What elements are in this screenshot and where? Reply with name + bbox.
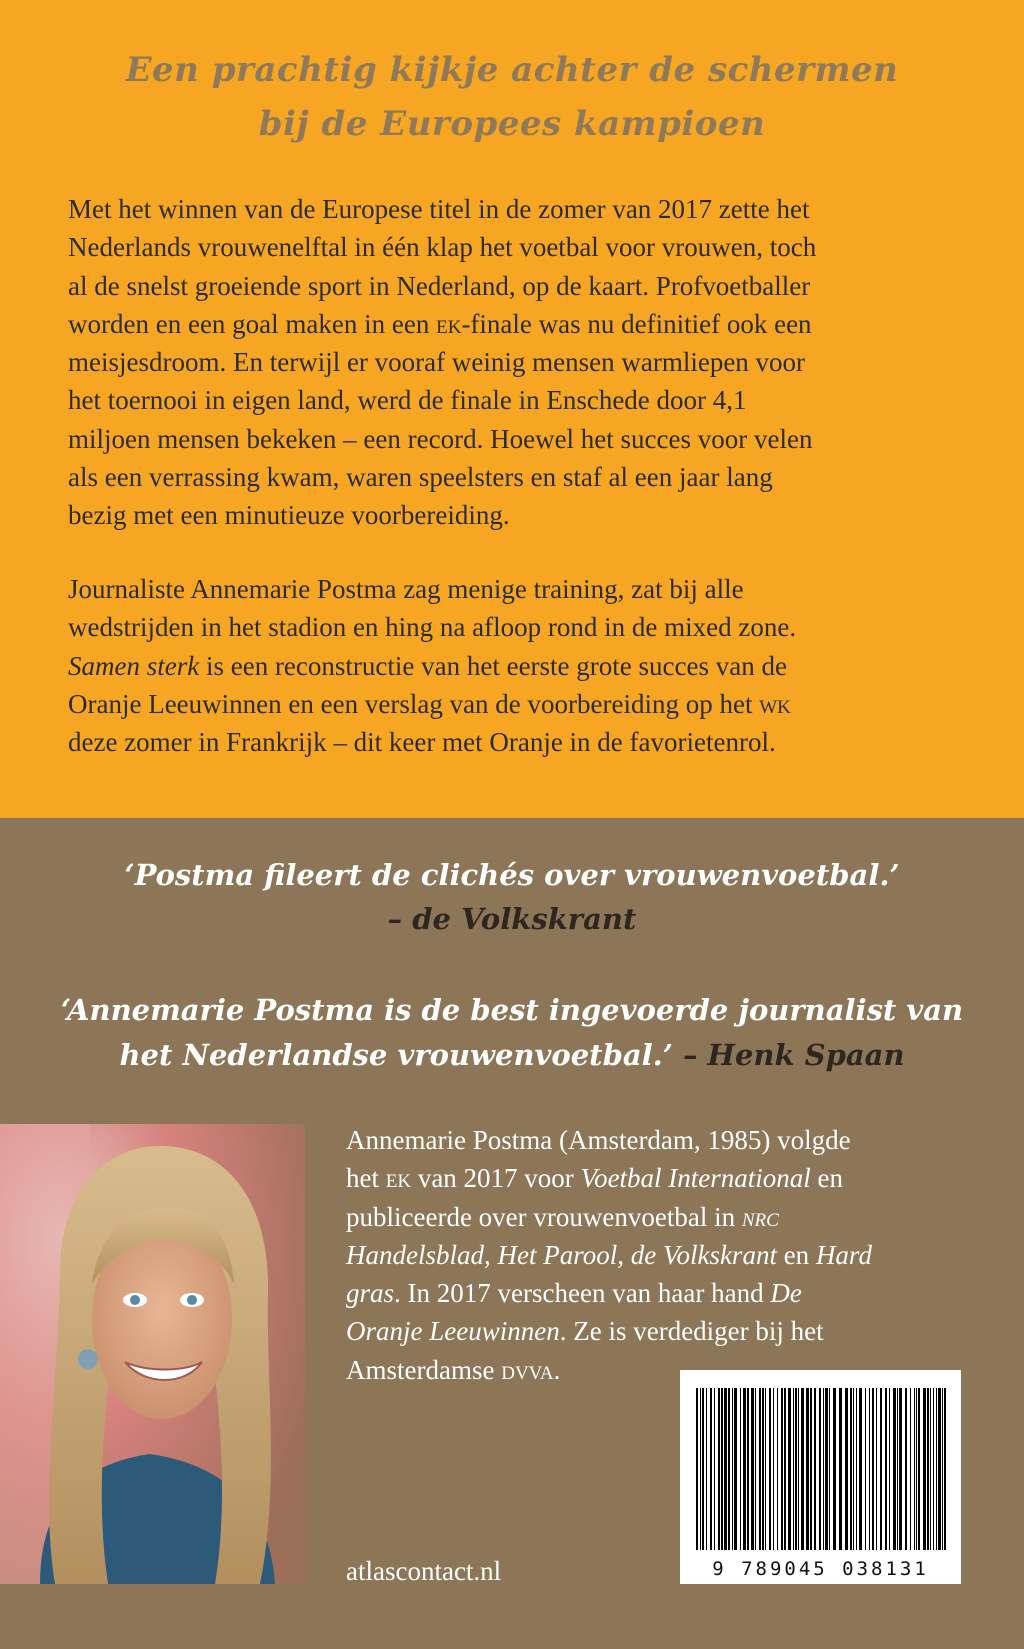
barcode-bar [897, 1388, 898, 1550]
barcode-bar [885, 1388, 887, 1550]
barcode-bar [773, 1388, 774, 1550]
blurb-line: Samen sterk is een reconstructie van het eerste grote succes van de [68, 650, 787, 681]
blurb-line: wedstrijden in het stadion en hing na afloop rond in de mixed zone. [68, 612, 797, 643]
bio-line: publiceerde over vrouwenvoetbal in nrc [346, 1201, 779, 1232]
barcode-bar [721, 1388, 723, 1550]
publisher-website: atlascontact.nl [346, 1556, 502, 1586]
barcode-bar [798, 1388, 799, 1550]
barcode-bar [923, 1388, 926, 1550]
barcode-bar [718, 1388, 720, 1550]
tagline-line-1: Een prachtig kijkje achter de schermen [125, 50, 899, 90]
barcode-bar [734, 1388, 737, 1550]
barcode-bar [853, 1388, 854, 1550]
blurb-line: bezig met een minutieuze voorbereiding. [68, 500, 510, 531]
barcode-bar [777, 1388, 778, 1550]
barcode-bar [810, 1388, 812, 1550]
barcode-bar [702, 1388, 704, 1550]
barcode-bar [845, 1388, 848, 1550]
barcode-bar [936, 1388, 937, 1550]
barcode-bar [769, 1388, 771, 1550]
bio-line: het ek van 2017 voor Voetbal International en [346, 1163, 844, 1194]
barcode-bar [784, 1388, 786, 1550]
bio-line: Oranje Leeuwinnen. Ze is verdediger bij het [346, 1316, 824, 1347]
barcode-bar [793, 1388, 794, 1550]
barcode-bar [795, 1388, 797, 1550]
barcode-bar [743, 1388, 746, 1550]
isbn-number: 9 789045 038131 [712, 1558, 929, 1580]
barcode-bar [893, 1388, 896, 1550]
barcode-bars [680, 1370, 961, 1584]
barcode-bar [814, 1388, 816, 1550]
barcode-bar [944, 1388, 946, 1550]
blurb-line: meisjesdroom. En terwijl er vooraf weinig mensen warmliepen voor [68, 347, 806, 378]
barcode-bar [700, 1388, 701, 1550]
barcode-bar [889, 1388, 890, 1550]
barcode-bar [740, 1388, 741, 1550]
barcode-bar [942, 1388, 943, 1550]
bio-line: Handelsblad, Het Parool, de Volkskrant en Hard [346, 1239, 872, 1270]
blurb-line: al de snelst groeiende sport in Nederland, op de kaart. Profvoetballer [68, 270, 811, 301]
blurb-line: Journaliste Annemarie Postma zag menige training, zat bij alle [68, 574, 744, 604]
barcode-bar [755, 1388, 756, 1550]
barcode-bar [839, 1388, 842, 1550]
barcode-bar [762, 1388, 764, 1550]
barcode-bar [916, 1388, 917, 1550]
barcode-bar [724, 1388, 727, 1550]
barcode-bar [833, 1388, 836, 1550]
author-portrait-image [0, 1124, 305, 1584]
author-bio [346, 1121, 986, 1389]
blurb-line: als een verrassing kwam, waren speelsters en staf al een jaar lang [68, 462, 773, 493]
review-quote-1: ‘Postma fileert de clichés over vrouwenvoetbal.’ [124, 858, 900, 892]
barcode-bar [927, 1388, 929, 1550]
barcode-bar [933, 1388, 934, 1550]
blurb-line: het toernooi in eigen land, werd de finale in Enschede door 4,1 [68, 385, 747, 416]
barcode-bar [872, 1388, 874, 1550]
barcode-bar [930, 1388, 931, 1550]
barcode-bar [856, 1388, 857, 1550]
author-photo [0, 1124, 305, 1584]
barcode-bar [899, 1388, 902, 1550]
blurb-paragraph-1 [68, 190, 968, 535]
barcode-bar [914, 1388, 915, 1550]
barcode-bar [865, 1388, 866, 1550]
blurb-paragraph-2 [68, 570, 968, 761]
barcode-bar [714, 1388, 715, 1550]
barcode-bar [850, 1388, 852, 1550]
blurb-line: Nederlands vrouwenelftal in één klap het voetbal voor vrouwen, toch [68, 232, 817, 263]
barcode-bar [781, 1388, 783, 1550]
barcode-bar [728, 1388, 730, 1550]
barcode-bar [829, 1388, 830, 1550]
bio-line: gras. In 2017 verscheen van haar hand De [346, 1278, 802, 1309]
barcode-bar [910, 1388, 911, 1550]
blurb-line: miljoen mensen bekeken – een record. Hoewel het succes voor velen [68, 423, 813, 454]
barcode-bar [710, 1388, 712, 1550]
barcode-bar [696, 1388, 698, 1550]
review-source-2: – Henk Spaan [672, 1038, 905, 1072]
barcode-bar [825, 1388, 828, 1550]
review-quote-2-line-1: ‘Annemarie Postma is de best ingevoerde journalist van [60, 993, 964, 1027]
barcode-bar [732, 1388, 733, 1550]
review-quote-2-line-2: het Nederlandse vrouwenvoetbal.’ – Henk Spaan [119, 1038, 905, 1072]
review-source-1: – de Volkskrant [387, 902, 637, 936]
blurb-line: Oranje Leeuwinnen en een verslag van de voorbereiding op het wk [68, 688, 791, 719]
blurb-line: worden en een goal maken in een ek-finale was nu definitief ook een [68, 308, 812, 339]
book-title: Samen sterk [68, 650, 200, 681]
barcode-bar [788, 1388, 791, 1550]
barcode-bar [801, 1388, 804, 1550]
barcode-bar [880, 1388, 882, 1550]
barcode-bar [806, 1388, 809, 1550]
barcode-bar [751, 1388, 754, 1550]
barcode-bar [819, 1388, 821, 1550]
barcode-bar [823, 1388, 824, 1550]
isbn-barcode [680, 1370, 961, 1584]
barcode-bar [876, 1388, 877, 1550]
barcode-bar [859, 1388, 862, 1550]
barcode-bar [869, 1388, 870, 1550]
barcode-bar [905, 1388, 907, 1550]
blurb-line: deze zomer in Frankrijk – dit keer met Oranje in de favorietenrol. [68, 727, 776, 758]
barcode-bar [706, 1388, 707, 1550]
tagline-line-2: bij de Europees kampioen [258, 104, 766, 144]
bio-line: Annemarie Postma (Amsterdam, 1985) volgde [346, 1125, 851, 1155]
barcode-bar [938, 1388, 941, 1550]
blurb-line: Met het winnen van de Europese titel in de zomer van 2017 zette het [68, 194, 810, 224]
barcode-bar [747, 1388, 749, 1550]
bio-line: Amsterdamse dvva. [346, 1354, 561, 1385]
barcode-bar [759, 1388, 761, 1550]
barcode-bar [918, 1388, 920, 1550]
barcode-bar [765, 1388, 766, 1550]
